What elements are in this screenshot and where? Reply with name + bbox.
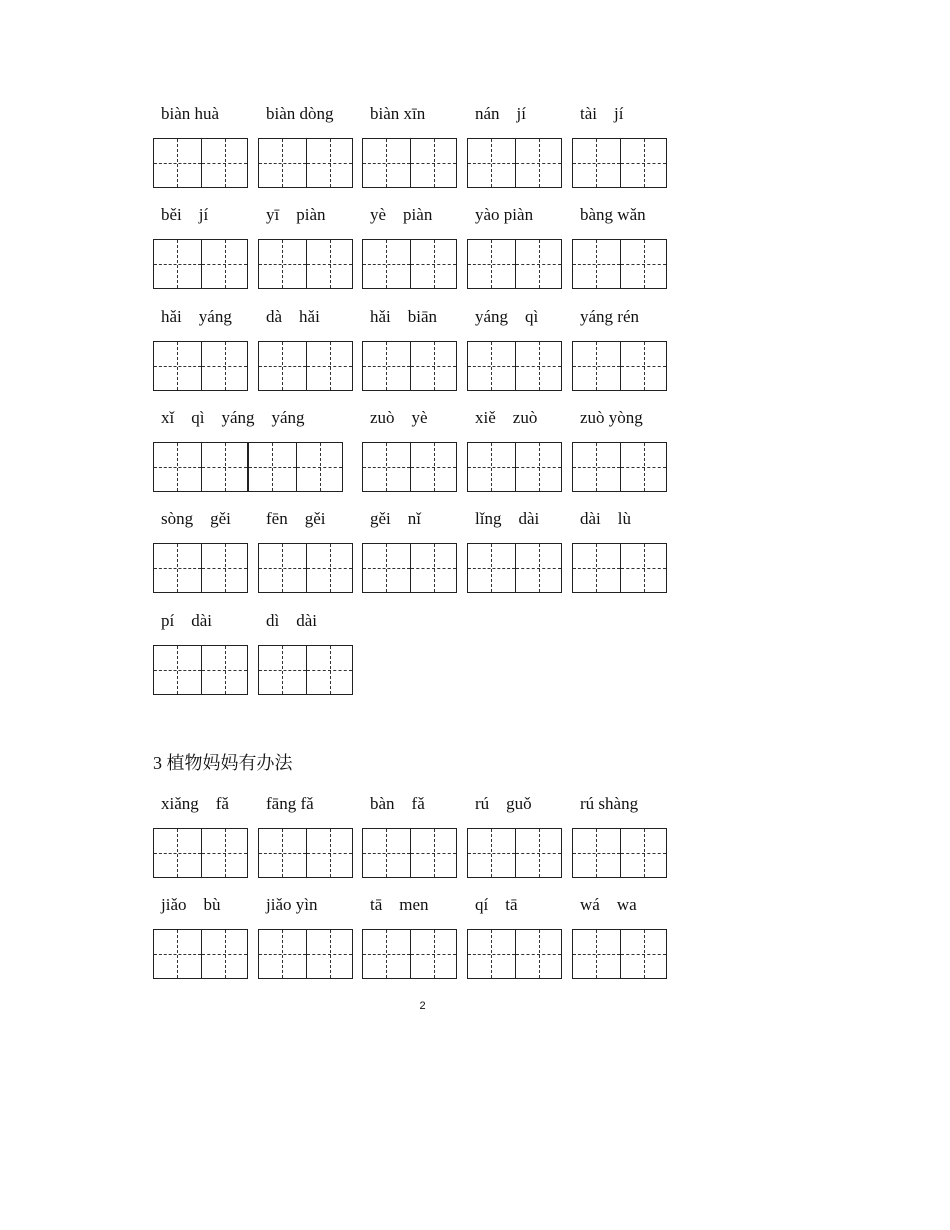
writing-box[interactable] [362,239,457,289]
writing-box[interactable] [467,828,562,878]
pinyin-label: gěi nǐ [370,509,421,528]
character-cell[interactable] [154,544,201,592]
writing-box[interactable] [258,929,353,979]
character-cell[interactable] [573,443,620,491]
character-cell[interactable] [410,443,457,491]
pinyin-label: xiě zuò [475,408,538,427]
character-cell[interactable] [363,342,410,390]
writing-box[interactable] [362,543,457,593]
pinyin-label: lǐng dài [475,509,540,528]
character-cell[interactable] [154,829,201,877]
pinyin-label: dà hǎi [266,307,320,326]
character-cell[interactable] [515,342,562,390]
writing-box[interactable] [258,645,353,695]
pinyin-label: pí dài [161,611,212,630]
pinyin-label: xiǎng fǎ [161,794,229,813]
character-cell[interactable] [363,544,410,592]
pinyin-label: tài jí [580,104,624,123]
writing-box[interactable] [153,239,248,289]
character-cell[interactable] [468,829,515,877]
character-cell[interactable] [306,139,353,187]
pinyin-label: wá wa [580,895,637,914]
pinyin-label: biàn xīn [370,104,426,123]
writing-box[interactable] [362,442,457,492]
pinyin-label: dài lù [580,509,631,528]
character-cell[interactable] [515,544,562,592]
writing-box[interactable] [467,442,562,492]
writing-box[interactable] [153,929,248,979]
writing-box[interactable] [258,239,353,289]
pinyin-label: yáng rén [580,307,640,326]
writing-box[interactable] [153,645,248,695]
character-cell[interactable] [515,139,562,187]
writing-box[interactable] [572,828,667,878]
writing-box[interactable] [467,543,562,593]
pinyin-label: biàn huà [161,104,220,123]
character-cell[interactable] [620,544,667,592]
character-cell[interactable] [573,139,620,187]
writing-box[interactable] [572,543,667,593]
character-cell[interactable] [201,646,248,694]
character-cell[interactable] [306,646,353,694]
character-cell[interactable] [410,930,457,978]
pinyin-label: dì dài [266,611,317,630]
character-cell[interactable] [296,443,343,491]
pinyin-label: yī piàn [266,205,326,224]
writing-box[interactable] [153,138,248,188]
pinyin-label: bàng wǎn [580,205,646,224]
pinyin-label: fāng fǎ [266,794,314,813]
character-cell[interactable] [306,544,353,592]
character-cell[interactable] [620,240,667,288]
character-cell[interactable] [515,829,562,877]
pinyin-label: nán jí [475,104,526,123]
writing-box[interactable] [153,543,248,593]
character-cell[interactable] [620,443,667,491]
character-cell[interactable] [363,240,410,288]
character-cell[interactable] [468,342,515,390]
pinyin-label: zuò yòng [580,408,643,427]
pinyin-label: yè piàn [370,205,433,224]
pinyin-label: yáng qì [475,307,539,326]
character-cell[interactable] [620,342,667,390]
writing-box[interactable] [467,239,562,289]
writing-box[interactable] [572,138,667,188]
pinyin-label: hǎi yáng [161,307,232,326]
writing-box[interactable] [153,442,248,492]
pinyin-label: fēn gěi [266,509,326,528]
character-cell[interactable] [306,829,353,877]
character-cell[interactable] [259,829,306,877]
pinyin-label: jiǎo yìn [266,895,318,914]
character-cell[interactable] [201,930,248,978]
character-cell[interactable] [410,829,457,877]
character-cell[interactable] [363,930,410,978]
writing-box[interactable] [572,239,667,289]
character-cell[interactable] [201,139,248,187]
character-cell[interactable] [515,443,562,491]
pinyin-label: rú shàng [580,794,639,813]
pinyin-label: jiǎo bù [161,895,221,914]
writing-box[interactable] [153,341,248,391]
character-cell[interactable] [620,139,667,187]
writing-box[interactable] [467,341,562,391]
pinyin-label: xǐ qì yáng yáng [161,408,305,427]
character-cell[interactable] [468,930,515,978]
pinyin-label: qí tā [475,895,518,914]
pinyin-label: běi jí [161,205,209,224]
section-title: 3 植物妈妈有办法 [153,753,293,773]
character-cell[interactable] [259,240,306,288]
character-cell[interactable] [154,646,201,694]
character-cell[interactable] [573,544,620,592]
pinyin-label: tā men [370,895,429,914]
character-cell[interactable] [468,443,515,491]
writing-box[interactable] [258,138,353,188]
character-cell[interactable] [259,342,306,390]
character-cell[interactable] [259,544,306,592]
character-cell[interactable] [410,342,457,390]
pinyin-label: zuò yè [370,408,428,427]
character-cell[interactable] [154,342,201,390]
character-cell[interactable] [201,443,248,491]
page-number: 2 [419,1000,426,1012]
character-cell[interactable] [573,930,620,978]
character-cell[interactable] [363,443,410,491]
writing-box[interactable] [467,929,562,979]
character-cell[interactable] [306,240,353,288]
character-cell[interactable] [306,342,353,390]
writing-box[interactable] [572,929,667,979]
writing-box[interactable] [362,138,457,188]
pinyin-label: biàn dòng [266,104,334,123]
writing-box[interactable] [258,543,353,593]
pinyin-label: bàn fǎ [370,794,425,813]
writing-box[interactable] [467,138,562,188]
character-cell[interactable] [468,544,515,592]
character-cell[interactable] [154,930,201,978]
character-cell[interactable] [249,443,296,491]
character-cell[interactable] [201,544,248,592]
character-cell[interactable] [259,930,306,978]
character-cell[interactable] [515,930,562,978]
writing-box[interactable] [572,442,667,492]
pinyin-label: sòng gěi [161,509,231,528]
character-cell[interactable] [468,139,515,187]
character-cell[interactable] [201,829,248,877]
character-cell[interactable] [410,544,457,592]
character-cell[interactable] [154,240,201,288]
character-cell[interactable] [620,930,667,978]
writing-box[interactable] [153,828,248,878]
pinyin-label: yào piàn [475,205,534,224]
pinyin-label: hǎi biān [370,307,438,326]
character-cell[interactable] [154,443,201,491]
character-cell[interactable] [515,240,562,288]
character-cell[interactable] [154,139,201,187]
character-cell[interactable] [259,646,306,694]
character-cell[interactable] [363,139,410,187]
writing-box[interactable] [362,828,457,878]
character-cell[interactable] [363,829,410,877]
writing-box[interactable] [362,341,457,391]
writing-box[interactable] [258,828,353,878]
writing-box[interactable] [258,341,353,391]
writing-box[interactable] [248,442,343,492]
character-cell[interactable] [573,240,620,288]
writing-box[interactable] [572,341,667,391]
pinyin-label: rú guǒ [475,794,532,813]
character-cell[interactable] [410,139,457,187]
character-cell[interactable] [201,240,248,288]
character-cell[interactable] [573,829,620,877]
character-cell[interactable] [306,930,353,978]
character-cell[interactable] [620,829,667,877]
character-cell[interactable] [259,139,306,187]
character-cell[interactable] [201,342,248,390]
character-cell[interactable] [410,240,457,288]
character-cell[interactable] [573,342,620,390]
character-cell[interactable] [468,240,515,288]
writing-box[interactable] [362,929,457,979]
